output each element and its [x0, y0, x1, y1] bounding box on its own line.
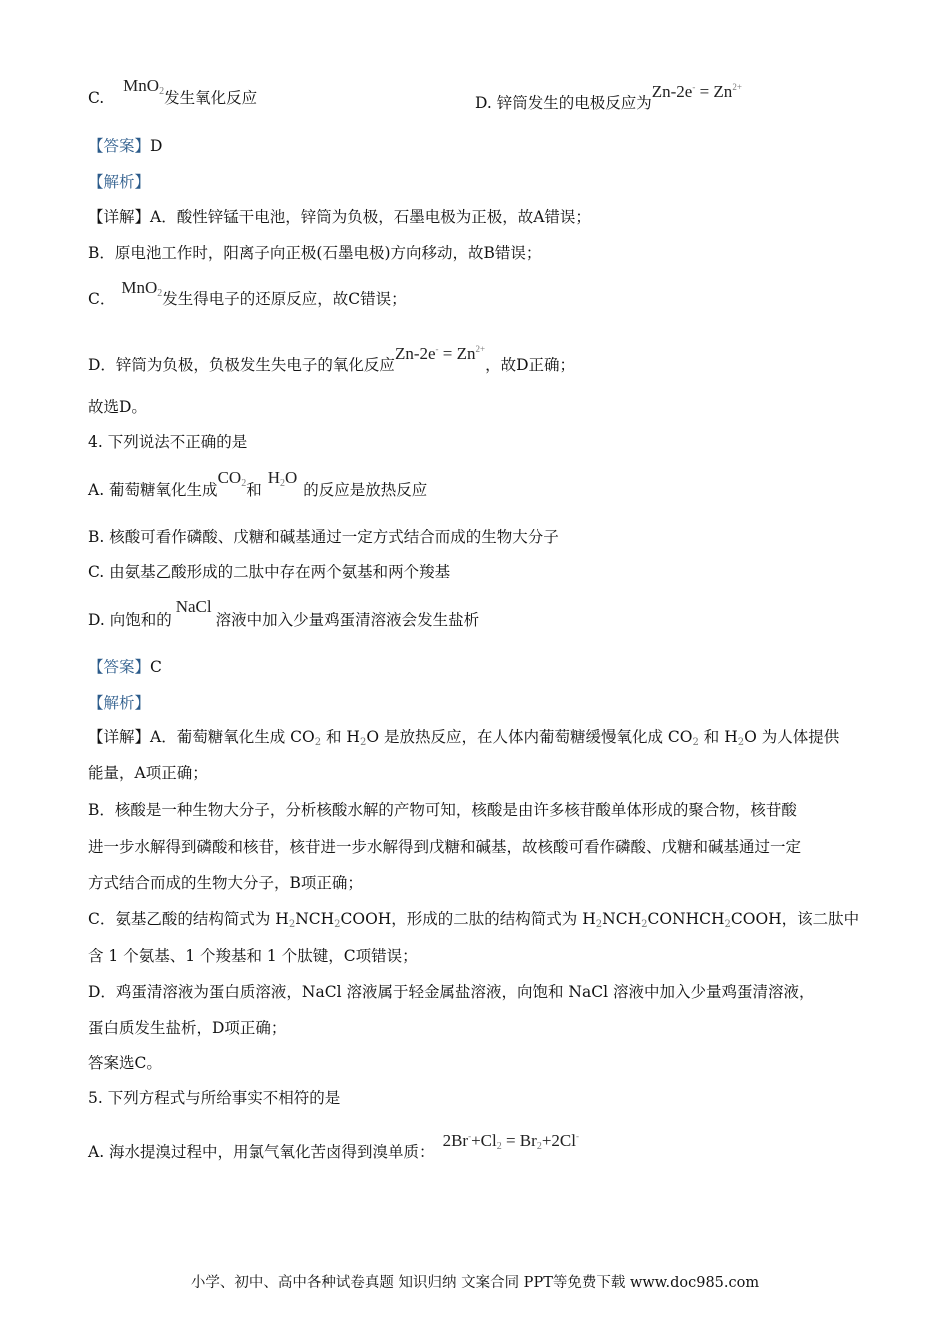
q4-answer: 【答案】C: [88, 658, 162, 676]
q3-explain-a: 【详解】A．酸性锌锰干电池，锌筒为负极，石墨电极为正极，故A错误；: [88, 208, 591, 226]
q4-stem: 4. 下列说法不正确的是: [88, 433, 248, 451]
co2-formula: $CO_2$: [217, 468, 247, 489]
page-footer: 小学、初中、高中各种试卷真题 知识归纳 文案合同 PPT等免费下载 www.doc985.com: [190, 1275, 760, 1291]
nacl-formula: NaCl: [175, 597, 212, 616]
q4-option-c: C. 由氨基乙酸形成的二肽中存在两个氨基和两个羧基: [88, 563, 451, 581]
q3-explain-c: C．MnO$_2$发生得电子的还原反应，故C错误；: [88, 278, 407, 308]
h2o-formula: $H_2O$: [267, 468, 298, 489]
q5-stem: 5. 下列方程式与所给事实不相符的是: [88, 1089, 341, 1107]
q4-explain-b-line1: B．核酸是一种生物大分子，分析核酸水解的产物可知，核酸是由许多核苷酸单体形成的聚合物，核苷酸: [88, 801, 797, 819]
q3-explain-b: B．原电池工作时，阳离子向正极(石墨电极)方向移动，故B错误；: [88, 244, 542, 262]
mno2-formula: MnO$_2$: [121, 278, 163, 299]
q4-option-a: A. 葡萄糖氧化生成$CO_2$和$H_2O$的反应是放热反应: [88, 468, 428, 499]
q4-option-d: D. 向饱和的NaCl溶液中加入少量鸡蛋清溶液会发生盐析: [88, 597, 480, 629]
q4-analysis-label: 【解析】: [88, 694, 151, 712]
zn-electrode-equation: $Zn-2e^- = Zn^{2+}$: [651, 82, 742, 101]
mno2-formula: MnO$_2$: [123, 76, 165, 97]
q4-conclusion: 答案选C。: [88, 1054, 162, 1072]
q4-explain-c-line2: 含 1 个氨基、1 个羧基和 1 个肽键，C项错误；: [88, 947, 418, 965]
q3-option-d: D. 锌筒发生的电极反应为$Zn-2e^- = Zn^{2+}$: [475, 82, 742, 112]
zn-oxidation-equation: $Zn-2e^- = Zn^{2+}$: [394, 344, 486, 363]
q3-answer: 【答案】D: [88, 137, 163, 155]
q3-analysis-label: 【解析】: [88, 173, 151, 191]
q4-explain-a-line2: 能量，A项正确；: [88, 764, 208, 782]
q5-option-a: A. 海水提溴过程中，用氯气氧化苦卤得到溴单质：$2Br^-+Cl_2 = Br_2+2Cl^-$: [88, 1131, 579, 1161]
bromine-equation: $2Br^-+Cl_2 = Br_2+2Cl^-$: [442, 1131, 579, 1152]
q3-explain-d: D．锌筒为负极，负极发生失电子的氧化反应$Zn-2e^- = Zn^{2+}$，故D正确；: [88, 344, 576, 374]
q4-explain-d-line1: D．鸡蛋清溶液为蛋白质溶液，NaCl 溶液属于轻金属盐溶液，向饱和 NaCl 溶液中加入少量鸡蛋清溶液，: [88, 983, 815, 1001]
q3-option-c: C. MnO$_2$发生氧化反应: [88, 76, 258, 107]
q4-explain-d-line2: 蛋白质发生盐析，D项正确；: [88, 1019, 287, 1037]
q3-conclusion: 故选D。: [88, 398, 147, 416]
q4-explain-c-line1: C．氨基乙酸的结构简式为 $H_2NCH_2COOH$，形成的二肽的结构简式为 $H_2NCH_2CONHCH_2COOH$，该二肽中: [88, 910, 860, 930]
q4-explain-b-line3: 方式结合而成的生物大分子，B项正确；: [88, 874, 363, 892]
q4-explain-b-line2: 进一步水解得到磷酸和核苷，核苷进一步水解得到戊糖和碱基，故核酸可看作磷酸、戊糖和碱基通过一定: [88, 838, 802, 856]
q4-option-b: B. 核酸可看作磷酸、戊糖和碱基通过一定方式结合而成的生物大分子: [88, 528, 559, 546]
q4-explain-a-line1: 【详解】A．葡萄糖氧化生成 $CO_2$ 和 $H_2O$ 是放热反应，在人体内葡萄糖缓慢氧化成 $CO_2$ 和 $H_2O$ 为人体提供: [88, 728, 840, 748]
